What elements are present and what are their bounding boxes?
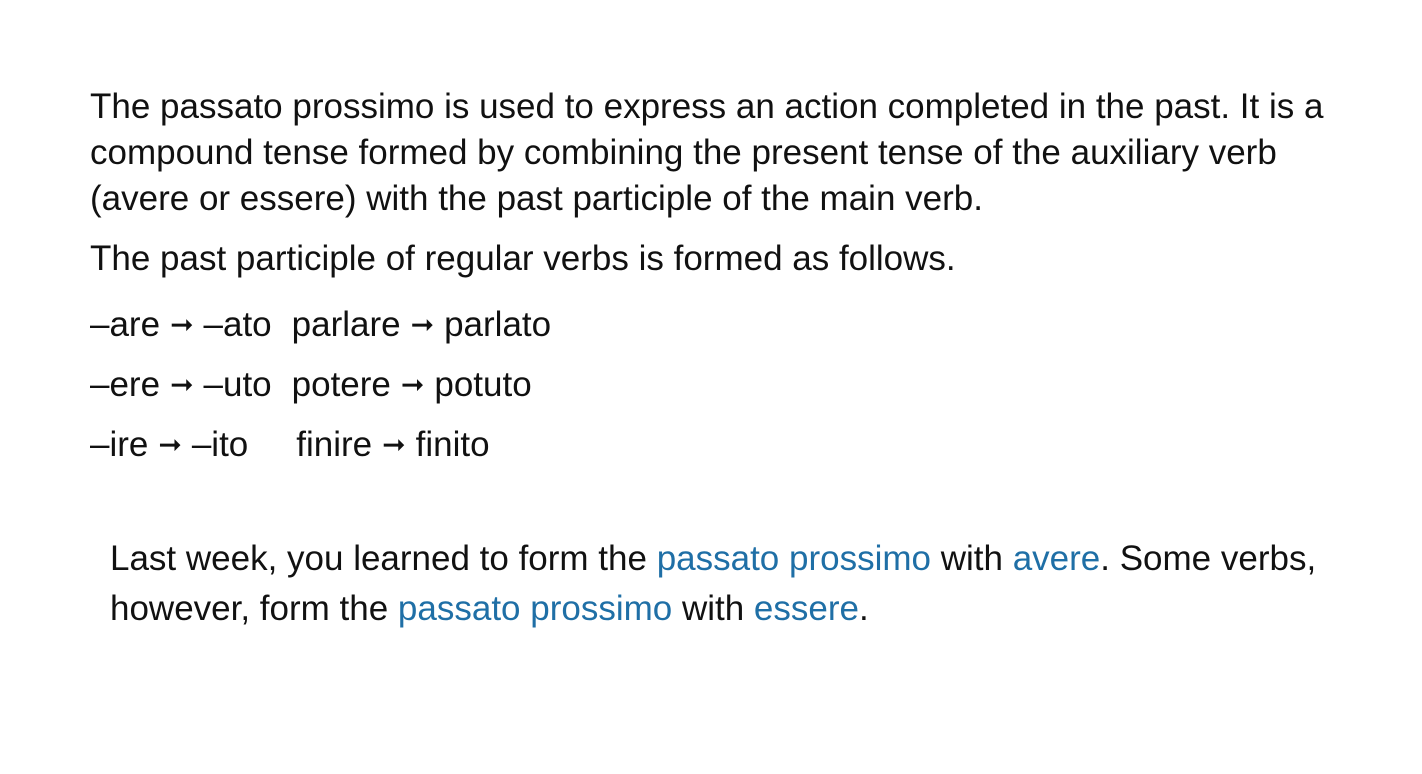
intro-text-2: is used to express an action completed in the past. It is a compound tense formed by combining the present tense of the auxiliary verb (: [90, 87, 1324, 218]
highlight-avere: avere: [1012, 539, 1101, 578]
rule-ending: [90, 362, 272, 410]
rule-row-ire: [90, 416, 1350, 476]
term-passato-prossimo: passato prossimo: [160, 87, 435, 126]
example-infinitive: finire: [296, 425, 373, 464]
intro-paragraph: [90, 84, 1350, 222]
example-participle: parlato: [444, 305, 552, 344]
rule-ending: [90, 422, 248, 470]
intro-text-3: or: [189, 179, 240, 218]
example-participle: potuto: [434, 365, 532, 404]
main-text-block: [90, 84, 1350, 476]
ending-from: –are: [90, 305, 161, 344]
note-text-1: Last week, you learned to form the: [110, 539, 657, 578]
arrow-right-icon: ➞: [410, 309, 435, 340]
ending-to: –ato: [203, 305, 272, 344]
arrow-right-icon: ➞: [400, 369, 425, 400]
ending-from: –ere: [90, 365, 161, 404]
rule-row-ere: [90, 356, 1350, 416]
example-infinitive: potere: [291, 365, 391, 404]
ending-to: –ito: [191, 425, 249, 464]
participle-paragraph: The past participle of regular verbs is formed as follows.: [90, 239, 956, 278]
intro-text-4: ) with the past participle of the main verb.: [344, 179, 983, 218]
example-infinitive: parlare: [291, 305, 401, 344]
participle-rules: [90, 296, 1350, 476]
note-text-5: .: [858, 589, 869, 628]
rule-example: [292, 302, 551, 350]
term-essere: essere: [239, 179, 345, 218]
note-paragraph: [110, 534, 1360, 634]
note-text-2: with: [930, 539, 1013, 578]
arrow-right-icon: ➞: [158, 429, 182, 460]
ending-to: –uto: [203, 365, 272, 404]
rule-example: [296, 422, 489, 470]
arrow-right-icon: ➞: [170, 309, 194, 340]
rule-ending: [90, 302, 272, 350]
arrow-right-icon: ➞: [382, 429, 406, 460]
intro-text-1: The: [90, 87, 161, 126]
highlight-passato-prossimo: passato prossimo: [656, 539, 931, 578]
rule-example: [292, 362, 532, 410]
rule-row-are: [90, 296, 1350, 356]
highlight-passato-prossimo: passato prossimo: [397, 589, 673, 628]
term-avere: avere: [101, 179, 190, 218]
note-text-4: with: [672, 589, 754, 628]
note-text-3: . Some verbs, however, form the: [110, 539, 1317, 628]
highlight-essere: essere: [753, 589, 859, 628]
example-participle: finito: [415, 425, 490, 464]
ending-from: –ire: [90, 425, 149, 464]
arrow-right-icon: ➞: [170, 369, 194, 400]
